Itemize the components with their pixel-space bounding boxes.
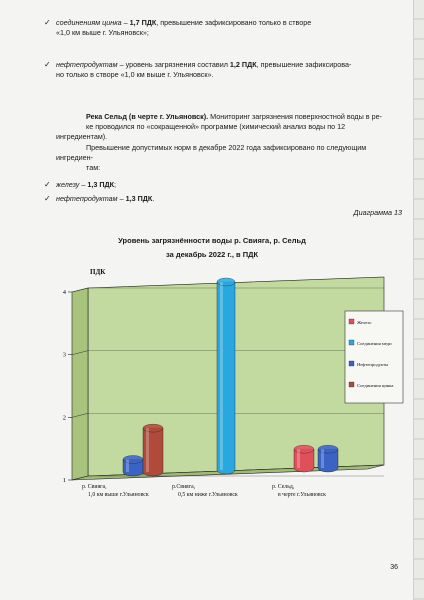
bullet-iron: ✓ железу – 1,3 ПДК;	[44, 180, 117, 189]
checkmark-icon: ✓	[44, 180, 51, 189]
x-category-label: р.Свияга,	[172, 484, 196, 490]
chart-subtitle: за декабрь 2022 г., в ПДК	[165, 250, 259, 259]
checkmark-icon: ✓	[44, 194, 51, 203]
legend-swatch	[349, 319, 354, 324]
y-axis-label: ПДК	[90, 268, 106, 276]
bullet-oil: ✓ нефтепродуктам – уровень загрязнения составил 1,2 ПДК, превышение зафиксирова- но только в створе «1,0 км выше г. Ульяновск».	[44, 60, 352, 79]
x-category-sublabel: в черте г.Ульяновск	[278, 492, 326, 498]
bullet-oil-seld: ✓ нефтепродуктам – 1,3 ПДК.	[44, 194, 155, 203]
legend-entry: Соединения цинка	[357, 383, 394, 388]
page-number: 36	[390, 564, 398, 571]
river-seld-paragraph: Река Сельд (в черте г. Ульяновск). Мониторинг загрязнения поверхностной воды в ре- ке проводился по «сокращенной» программе (химический анализ воды по 12 ингредиентам). Превышение допустимых норм в декабре 2022 года зафиксировано по следующим ингредиен- там:	[56, 112, 382, 173]
chart-side-wall	[72, 288, 88, 480]
bar-0-3	[143, 424, 163, 476]
y-tick-label: 4	[62, 289, 66, 296]
bar-2-2	[318, 445, 338, 472]
legend-swatch	[349, 361, 354, 366]
checkmark-icon: ✓	[44, 18, 51, 27]
legend-entry: Нефтепродукты	[357, 362, 389, 367]
x-category-sublabel: 0,5 км ниже г.Ульяновск	[178, 492, 238, 498]
bullet-zinc: ✓ соединениям цинка – 1,7 ПДК, превышение зафиксировано только в створе «1,0 км выше г. Ульяновск»;	[44, 18, 312, 37]
checkmark-icon: ✓	[44, 60, 51, 69]
legend-swatch	[349, 340, 354, 345]
legend-swatch	[349, 382, 354, 387]
chart-title: Уровень загрязнённости воды р. Свияга, р. Сельд	[118, 236, 306, 245]
legend-entry: Железо	[357, 320, 372, 325]
y-tick-label: 1	[62, 477, 66, 484]
chart-back-wall	[88, 277, 384, 476]
x-category-label: р. Сельд,	[272, 484, 295, 490]
y-tick-label: 3	[62, 351, 66, 359]
diagram-label: Диаграмма 13	[353, 208, 402, 217]
bar-0-2	[123, 455, 143, 476]
x-category-sublabel: 1,0 км выше г.Ульяновск	[88, 492, 149, 498]
bar-1-1	[217, 278, 235, 474]
y-tick-label: 2	[62, 414, 66, 422]
legend-entry: Соединения меди	[357, 341, 392, 346]
legend-box	[345, 311, 403, 403]
x-category-label: р. Свияга,	[82, 484, 107, 490]
bar-2-0	[294, 445, 314, 472]
